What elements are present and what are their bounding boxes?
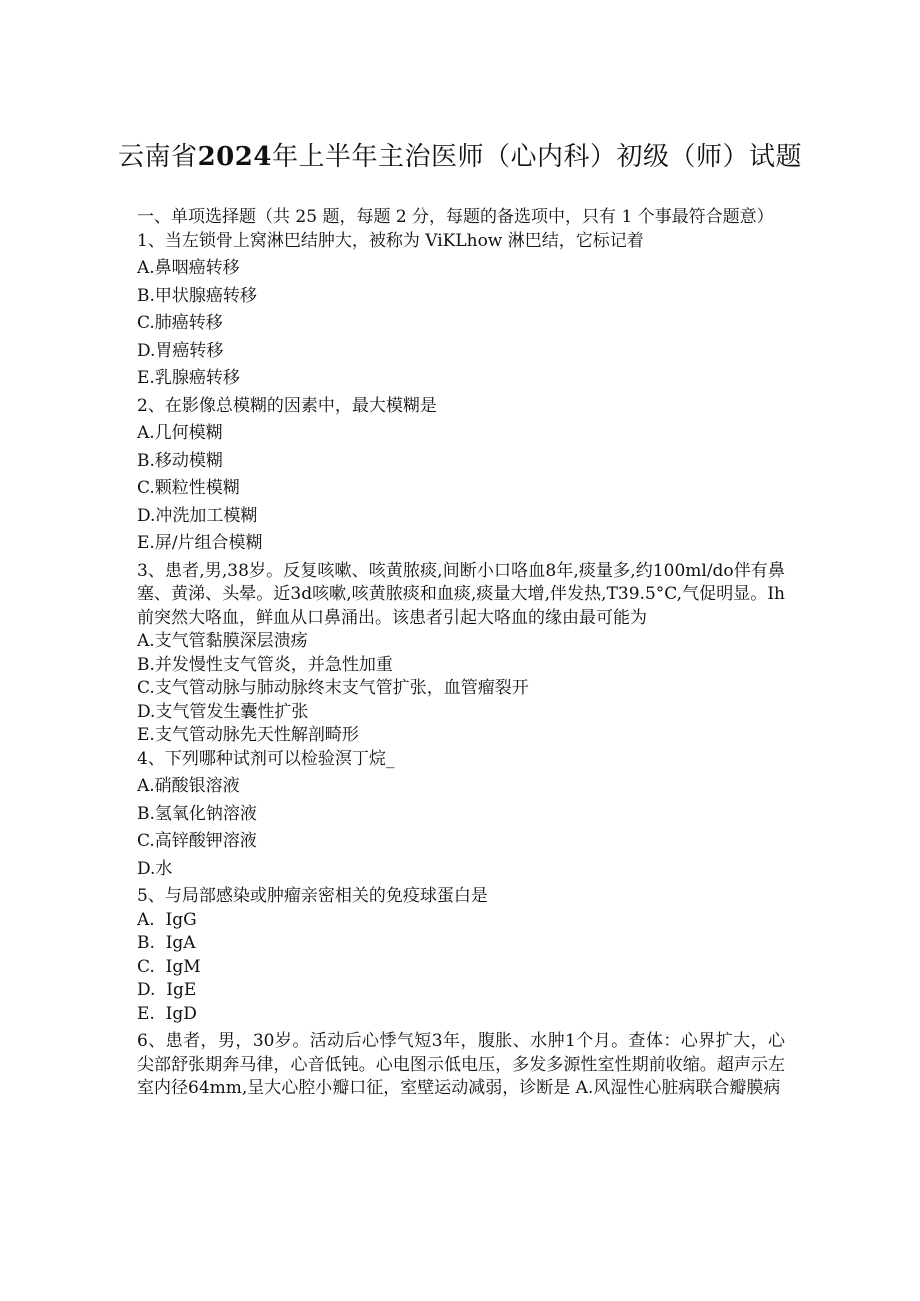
question-5 — [137, 885, 785, 1026]
question-stem: 1、当左锁骨上窝淋巴结肿大，被称为 ViKLhow 淋巴结，它标记着 — [137, 230, 644, 251]
option-c: C.高锌酸钾溶液 — [137, 831, 257, 851]
title-suffix: 年上半年主治医师（心内科）初级（师）试题 — [271, 142, 802, 172]
title-prefix: 云南省 — [118, 142, 198, 172]
question-stem: 2、在影像总模糊的因素中，最大模糊是 — [137, 395, 437, 416]
option-c: C.颗粒性模糊 — [137, 478, 240, 498]
option-b: B.移动模糊 — [137, 450, 223, 471]
question-4 — [137, 748, 785, 882]
question-2 — [137, 395, 785, 556]
question-stem: 6、患者，男，30岁。活动后心悸气短3年，腹胀、水肿1个月。查体：心界扩大，心尖部舒张期奔马律，心音低钝。心电图示低电压，多发多源性室性期前收缩。超声示左室内径64mm,呈大心腔小瓣口征，室壁运动减弱，诊断是 A.风湿性心脏病联合瓣膜病 — [137, 1031, 785, 1098]
option-c: C. IgM — [137, 956, 201, 977]
question-stem: 4、下列哪种试剂可以检验溟丁烷_ — [137, 748, 395, 769]
option-a: A. IgG — [137, 909, 197, 930]
option-d: D.水 — [137, 858, 173, 879]
option-e: E.支气管动脉先天性解剖畸形 — [137, 725, 359, 745]
option-c: C.肺癌转移 — [137, 313, 223, 333]
option-d: D.胃癌转移 — [137, 340, 224, 361]
option-a: A.支气管黏膜深层溃疡 — [137, 631, 308, 651]
option-d: D.冲洗加工模糊 — [137, 505, 258, 526]
document-title — [0, 140, 920, 174]
option-e: E.屏/片组合模糊 — [137, 533, 263, 553]
option-d: D. IgE — [137, 980, 197, 1000]
option-c: C.支气管动脉与肺动脉终末支气管扩张，血管瘤裂开 — [137, 678, 529, 698]
option-e: E.乳腺癌转移 — [137, 368, 240, 388]
option-b: B.并发慢性支气管炎，并急性加重 — [137, 654, 393, 675]
option-a: A.鼻咽癌转移 — [137, 258, 240, 278]
option-b: B.氢氧化钠溶液 — [137, 803, 257, 824]
question-3 — [137, 560, 785, 748]
option-a: A.硝酸银溶液 — [137, 776, 240, 796]
section-heading: 一、单项选择题（共 25 题，每题 2 分，每题的备选项中，只有 1 个事最符合题意） — [137, 207, 774, 227]
question-1 — [137, 230, 785, 391]
option-b: B. IgA — [137, 933, 196, 953]
question-6 — [137, 1030, 785, 1101]
option-e: E. IgD — [137, 1003, 197, 1024]
question-stem: 3、患者,男,38岁。反复咳嗽、咳黄脓痰,间断小口咯血8年,痰量多,约100ml/do伴有鼻塞、黄涕、头晕。近3d咳嗽,咳黄脓痰和血痰,痰量大增,伴发热,T39.5°C,气促明显。Ih前突然大咯血，鲜血从口鼻涌出。该患者引起大咯血的缘由最可能为 — [137, 560, 785, 628]
option-b: B.甲状腺癌转移 — [137, 285, 257, 306]
option-d: D.支气管发生囊性扩张 — [137, 701, 309, 722]
title-year: 2024 — [197, 142, 272, 172]
question-stem: 5、与局部感染或肿瘤亲密相关的免疫球蛋白是 — [137, 886, 488, 906]
option-a: A.几何模糊 — [137, 423, 223, 443]
document-body — [137, 206, 785, 1101]
